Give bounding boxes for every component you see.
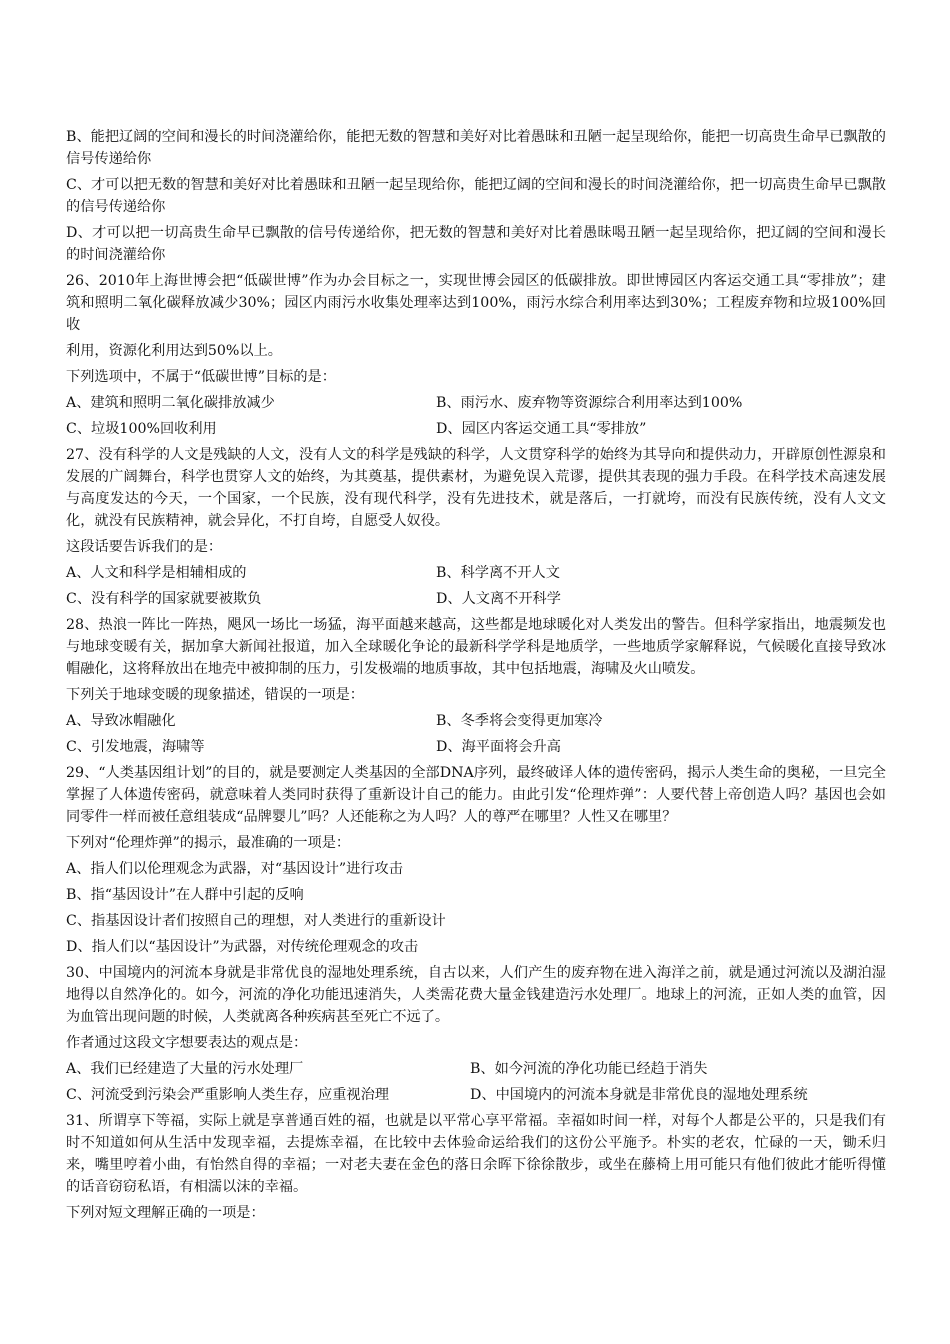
q26-prompt: 下列选项中，不属于“低碳世博”目标的是：: [66, 369, 336, 385]
q26-stem: 26、2010年上海世博会把“低碳世博”作为办会目标之一，实现世博会园区的低碳排放。即世博园区内客运交通工具“零排放”；建筑和照明二氧化碳释放减少30%；园区内雨污水收集处理率达到100%，雨污水综合利用率达到30%；工程废弃物和垃圾100%回收: [66, 273, 886, 333]
q29-option-c: C、指基因设计者们按照自己的理想，对人类进行的重新设计: [66, 913, 446, 929]
document-page: [66, 126, 886, 1228]
q27-option-d: D、人文离不开科学: [436, 591, 561, 607]
q28-option-c: C、引发地震，海啸等: [66, 739, 205, 755]
q30-options-row-1: [66, 1058, 886, 1080]
q25-option-b: B、能把辽阔的空间和漫长的时间浇灌给你，能把无数的智慧和美好对比着愚昧和丑陋一起呈现给你，能把一切高贵生命早已飘散的信号传递给你: [66, 129, 886, 167]
q31-prompt: 下列对短文理解正确的一项是：: [66, 1205, 265, 1221]
q26-options-row-1: [66, 392, 886, 414]
q27-option-c: C、没有科学的国家就要被欺负: [66, 591, 262, 607]
q27-options-row-1: [66, 562, 886, 584]
q30-prompt: 作者通过这段文字想要表达的观点是：: [66, 1035, 308, 1051]
q26-stem-continued: 利用，资源化利用达到50%以上。: [66, 343, 282, 359]
q30-option-b: B、如今河流的净化功能已经趋于消失: [470, 1061, 708, 1077]
q28-option-a: A、导致冰帽融化: [66, 713, 176, 729]
q25-option-c: C、才可以把无数的智慧和美好对比着愚昧和丑陋一起呈现给你，能把辽阔的空间和漫长的时间浇灌给你，把一切高贵生命早已飘散的信号传递给你: [66, 177, 886, 215]
q30-option-d: D、中国境内的河流本身就是非常优良的湿地处理系统: [470, 1087, 808, 1103]
q30-option-a: A、我们已经建造了大量的污水处理厂: [66, 1061, 304, 1077]
q27-option-b: B、科学离不开人文: [436, 565, 560, 581]
q29-option-d: D、指人们以“基因设计”为武器，对传统伦理观念的攻击: [66, 939, 419, 955]
q26-option-a: A、建筑和照明二氧化碳排放减少: [66, 395, 275, 411]
q28-options-row-2: [66, 736, 886, 758]
q28-options-row-1: [66, 710, 886, 732]
q27-prompt: 这段话要告诉我们的是：: [66, 539, 223, 555]
q30-stem: 30、中国境内的河流本身就是非常优良的湿地处理系统，自古以来，人们产生的废弃物在进入海洋之前，就是通过河流以及湖泊湿地得以自然净化的。如今，河流的净化功能迅速消失，人类需花费大量金钱建造污水处理厂。地球上的河流，正如人类的血管，因为血管出现问题的时候，人类就离各种疾病甚至死亡不远了。: [66, 965, 886, 1025]
q28-prompt: 下列关于地球变暖的现象描述，错误的一项是：: [66, 687, 364, 703]
q31-stem: 31、所谓享下等福，实际上就是享普通百姓的福，也就是以平常心享平常福。幸福如时间一样，对每个人都是公平的，只是我们有时不知道如何从生活中发现幸福，去提炼幸福，在比较中去体验命运给我们的这份公平施予。朴实的老农，忙碌的一天，锄禾归来，嘴里哼着小曲，有怡然自得的幸福；一对老夫妻在金色的落日余晖下徐徐散步，或坐在藤椅上用可能只有他们彼此才能听得懂的话音窃窃私语，有相濡以沫的幸福。: [66, 1113, 886, 1195]
q27-option-a: A、人文和科学是相辅相成的: [66, 565, 247, 581]
q26-options-row-2: [66, 418, 886, 440]
q25-option-d: D、才可以把一切高贵生命早已飘散的信号传递给你，把无数的智慧和美好对比着愚昧喝丑陋一起呈现给你，把辽阔的空间和漫长的时间浇灌给你: [66, 225, 886, 263]
q30-option-c: C、河流受到污染会严重影响人类生存，应重视治理: [66, 1087, 389, 1103]
q28-option-d: D、海平面将会升高: [436, 739, 561, 755]
q26-option-b: B、雨污水、废弃物等资源综合利用率达到100%: [436, 395, 743, 411]
q29-option-a: A、指人们以伦理观念为武器，对“基因设计”进行攻击: [66, 861, 403, 877]
q30-options-row-2: [66, 1084, 886, 1106]
q27-stem: 27、没有科学的人文是残缺的人文，没有人文的科学是残缺的科学，人文贯穿科学的始终为其导向和提供动力，开辟原创性源泉和发展的广阔舞台，科学也贯穿人文的始终，为其奠基，提供素材，为避免误入荒谬，提供其表现的强力手段。在科学技术高速发展与高度发达的今天，一个国家，一个民族，没有现代科学，没有先进技术，就是落后，一打就垮，而没有民族传统，没有人文文化，就没有民族精神，就会异化，不打自垮，自愿受人奴役。: [66, 447, 886, 529]
q27-options-row-2: [66, 588, 886, 610]
q28-option-b: B、冬季将会变得更加寒冷: [436, 713, 603, 729]
q26-option-c: C、垃圾100%回收利用: [66, 421, 217, 437]
q26-option-d: D、园区内客运交通工具“零排放”: [436, 421, 647, 437]
q29-option-b: B、指“基因设计”在人群中引起的反响: [66, 887, 304, 903]
q28-stem: 28、热浪一阵比一阵热，飓风一场比一场猛，海平面越来越高，这些都是地球暖化对人类发出的警告。但科学家指出，地震频发也与地球变暖有关，据加拿大新闻社报道，加入全球暖化争论的最新科学学科是地质学，一些地质学家解释说，气候暖化直接导致冰帽融化，这将释放出在地壳中被抑制的压力，引发极端的地质事故，其中包括地震，海啸及火山喷发。: [66, 617, 886, 677]
q29-stem: 29、“人类基因组计划”的目的，就是要测定人类基因的全部DNA序列，最终破译人体的遗传密码，揭示人类生命的奥秘，一旦完全掌握了人体遗传密码，就意味着人类同时获得了重新设计自己的能力。由此引发“伦理炸弹”：人要代替上帝创造人吗？基因也会如同零件一样而被任意组装成“品牌婴儿”吗？人还能称之为人吗？人的尊严在哪里？人性又在哪里？: [66, 765, 886, 825]
q29-prompt: 下列对“伦理炸弹”的揭示，最准确的一项是：: [66, 835, 351, 851]
